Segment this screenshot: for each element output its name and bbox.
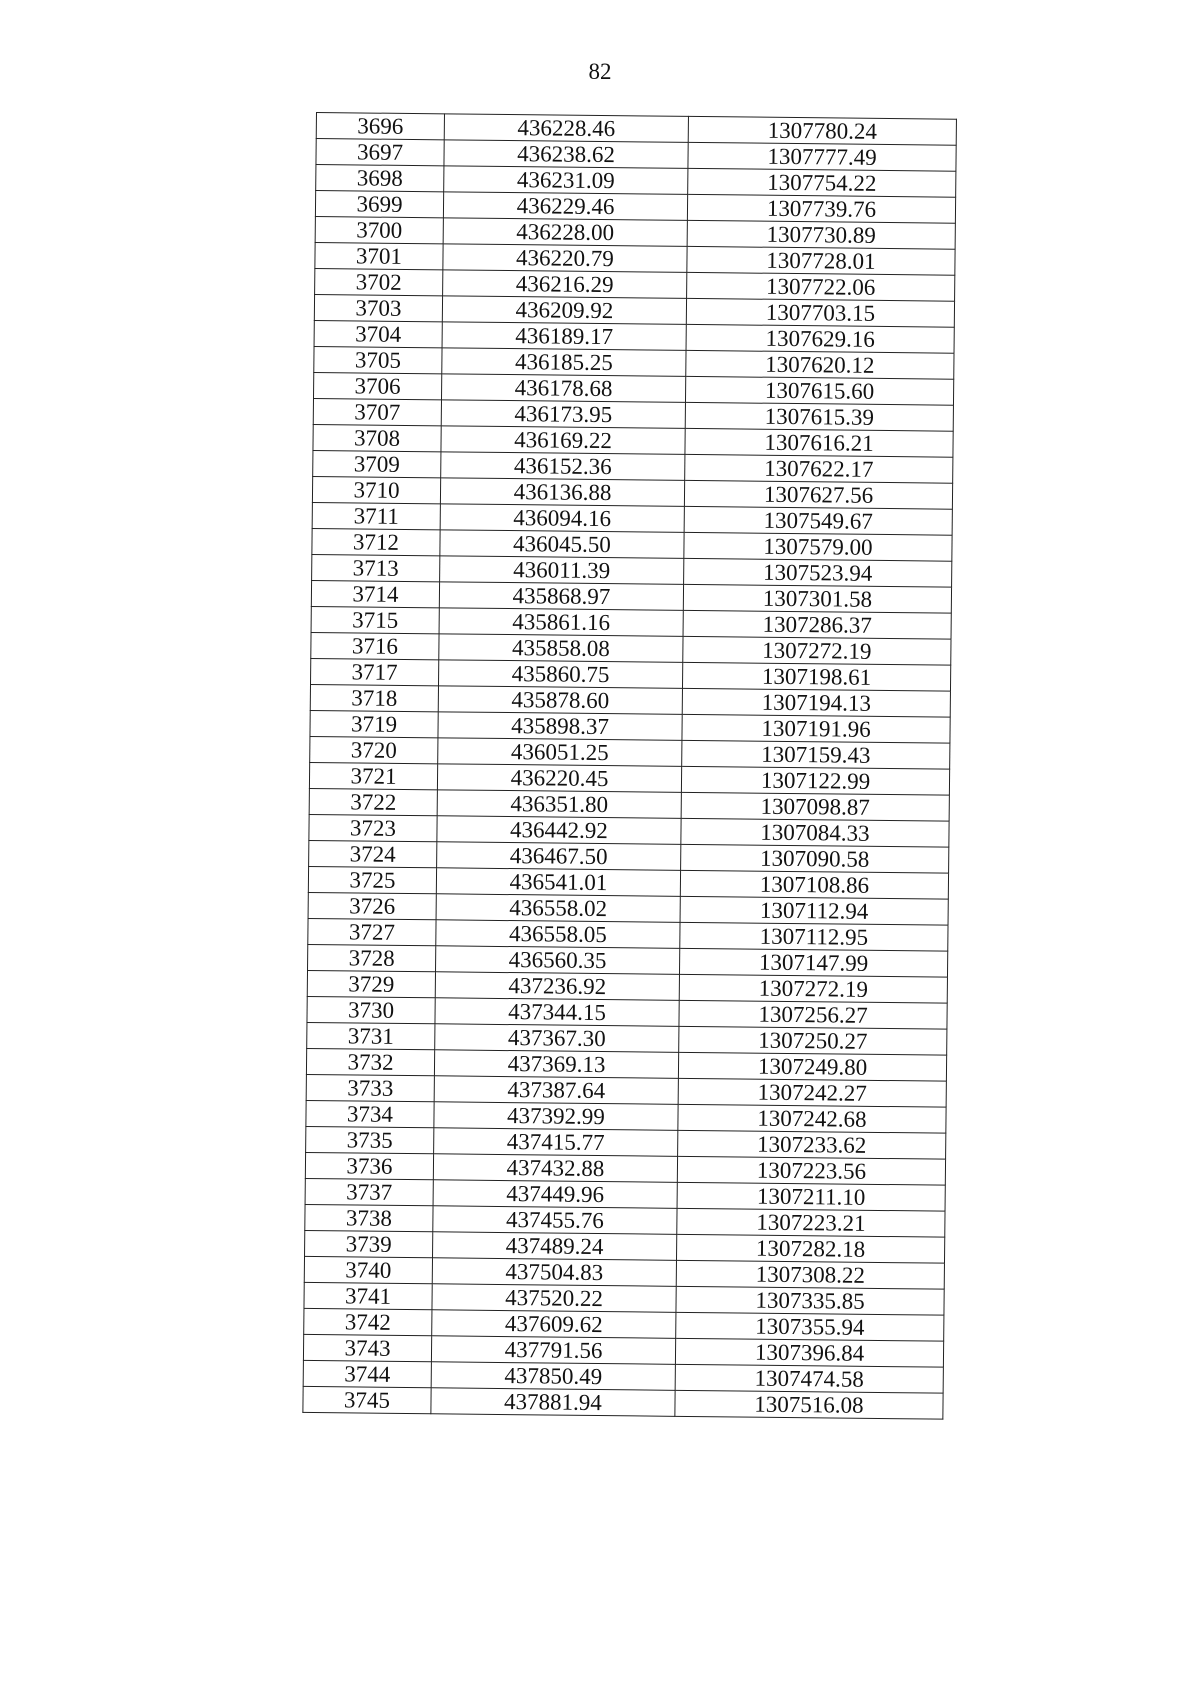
- point-number-cell: 3700: [315, 216, 443, 243]
- x-coordinate-cell: 437609.62: [432, 1310, 676, 1339]
- point-number-cell: 3740: [304, 1256, 432, 1283]
- point-number-cell: 3718: [310, 684, 438, 711]
- x-coordinate-cell: 436185.25: [442, 348, 686, 377]
- x-coordinate-cell: 435860.75: [438, 660, 682, 689]
- x-coordinate-cell: 437455.76: [433, 1206, 677, 1235]
- x-coordinate-cell: 436094.16: [440, 504, 684, 533]
- point-number-cell: 3701: [315, 242, 443, 269]
- point-number-cell: 3741: [304, 1282, 432, 1309]
- x-coordinate-cell: 436136.88: [440, 478, 684, 507]
- point-number-cell: 3716: [311, 632, 439, 659]
- point-number-cell: 3734: [306, 1100, 434, 1127]
- y-coordinate-cell: 1307211.10: [677, 1182, 945, 1211]
- point-number-cell: 3738: [305, 1204, 433, 1231]
- point-number-cell: 3728: [308, 944, 436, 971]
- y-coordinate-cell: 1307615.39: [685, 402, 953, 431]
- point-number-cell: 3714: [311, 580, 439, 607]
- point-number-cell: 3717: [311, 658, 439, 685]
- y-coordinate-cell: 1307722.06: [687, 272, 955, 301]
- y-coordinate-cell: 1307112.95: [680, 922, 948, 951]
- y-coordinate-cell: 1307777.49: [688, 142, 956, 171]
- y-coordinate-cell: 1307191.96: [682, 714, 950, 743]
- y-coordinate-cell: 1307474.58: [675, 1364, 943, 1393]
- y-coordinate-cell: 1307622.17: [685, 454, 953, 483]
- y-coordinate-cell: 1307549.67: [684, 506, 952, 535]
- x-coordinate-cell: 437415.77: [434, 1128, 678, 1157]
- point-number-cell: 3702: [315, 268, 443, 295]
- x-coordinate-cell: 436209.92: [442, 296, 686, 325]
- point-number-cell: 3743: [303, 1334, 431, 1361]
- y-coordinate-cell: 1307703.15: [686, 298, 954, 327]
- point-number-cell: 3720: [310, 736, 438, 763]
- point-number-cell: 3733: [306, 1074, 434, 1101]
- x-coordinate-cell: 437432.88: [433, 1154, 677, 1183]
- y-coordinate-cell: 1307629.16: [686, 324, 954, 353]
- point-number-cell: 3712: [312, 528, 440, 555]
- point-number-cell: 3699: [315, 191, 443, 218]
- y-coordinate-cell: 1307523.94: [684, 558, 952, 587]
- x-coordinate-cell: 436541.01: [436, 868, 680, 897]
- point-number-cell: 3726: [308, 892, 436, 919]
- x-coordinate-cell: 436045.50: [440, 530, 684, 559]
- point-number-cell: 3708: [313, 424, 441, 451]
- point-number-cell: 3719: [310, 710, 438, 737]
- y-coordinate-cell: 1307396.84: [675, 1338, 943, 1367]
- y-coordinate-cell: 1307308.22: [676, 1260, 944, 1289]
- x-coordinate-cell: 436220.79: [443, 244, 687, 273]
- x-coordinate-cell: 437520.22: [432, 1284, 676, 1313]
- point-number-cell: 3709: [313, 450, 441, 477]
- x-coordinate-cell: 436173.95: [441, 400, 685, 429]
- y-coordinate-cell: 1307301.58: [683, 584, 951, 613]
- x-coordinate-cell: 437387.64: [434, 1076, 678, 1105]
- y-coordinate-cell: 1307242.68: [678, 1104, 946, 1133]
- point-number-cell: 3721: [309, 762, 437, 789]
- point-number-cell: 3725: [308, 866, 436, 893]
- y-coordinate-cell: 1307147.99: [679, 948, 947, 977]
- y-coordinate-cell: 1307282.18: [676, 1234, 944, 1263]
- x-coordinate-cell: 437489.24: [433, 1232, 677, 1261]
- x-coordinate-cell: 436228.46: [444, 114, 688, 143]
- y-coordinate-cell: 1307084.33: [681, 818, 949, 847]
- point-number-cell: 3739: [305, 1230, 433, 1257]
- point-number-cell: 3745: [303, 1386, 431, 1413]
- y-coordinate-cell: 1307198.61: [682, 662, 950, 691]
- x-coordinate-cell: 436189.17: [442, 322, 686, 351]
- x-coordinate-cell: 436442.92: [437, 816, 681, 845]
- point-number-cell: 3732: [306, 1048, 434, 1075]
- x-coordinate-cell: 437367.30: [435, 1024, 679, 1053]
- x-coordinate-cell: 435868.97: [439, 582, 683, 611]
- y-coordinate-cell: 1307223.56: [677, 1156, 945, 1185]
- x-coordinate-cell: 436351.80: [437, 790, 681, 819]
- x-coordinate-cell: 437369.13: [434, 1050, 678, 1079]
- point-number-cell: 3715: [311, 606, 439, 633]
- x-coordinate-cell: 436169.22: [441, 426, 685, 455]
- point-number-cell: 3727: [308, 918, 436, 945]
- point-number-cell: 3724: [309, 840, 437, 867]
- x-coordinate-cell: 436011.39: [440, 556, 684, 585]
- y-coordinate-cell: 1307780.24: [688, 116, 956, 145]
- y-coordinate-cell: 1307223.21: [677, 1208, 945, 1237]
- y-coordinate-cell: 1307627.56: [684, 480, 952, 509]
- y-coordinate-cell: 1307233.62: [678, 1130, 946, 1159]
- y-coordinate-cell: 1307112.94: [680, 896, 948, 925]
- y-coordinate-cell: 1307730.89: [687, 220, 955, 249]
- point-number-cell: 3697: [316, 139, 444, 166]
- x-coordinate-cell: 436178.68: [441, 374, 685, 403]
- point-number-cell: 3731: [307, 1022, 435, 1049]
- y-coordinate-cell: 1307194.13: [682, 688, 950, 717]
- y-coordinate-cell: 1307615.60: [685, 376, 953, 405]
- point-number-cell: 3742: [304, 1308, 432, 1335]
- point-number-cell: 3707: [313, 398, 441, 425]
- point-number-cell: 3744: [303, 1360, 431, 1387]
- y-coordinate-cell: 1307256.27: [679, 1000, 947, 1029]
- page-number: 82: [588, 59, 612, 84]
- y-coordinate-cell: 1307242.27: [678, 1078, 946, 1107]
- y-coordinate-cell: 1307250.27: [679, 1026, 947, 1055]
- x-coordinate-cell: 436231.09: [444, 166, 688, 195]
- point-number-cell: 3737: [305, 1178, 433, 1205]
- point-number-cell: 3736: [305, 1152, 433, 1179]
- point-number-cell: 3698: [316, 165, 444, 192]
- y-coordinate-cell: 1307355.94: [676, 1312, 944, 1341]
- point-number-cell: 3704: [314, 320, 442, 347]
- x-coordinate-cell: 435861.16: [439, 608, 683, 637]
- y-coordinate-cell: 1307249.80: [678, 1052, 946, 1081]
- x-coordinate-cell: 436238.62: [444, 140, 688, 169]
- x-coordinate-cell: 437850.49: [431, 1362, 675, 1391]
- x-coordinate-cell: 436228.00: [443, 218, 687, 247]
- x-coordinate-cell: 437236.92: [435, 972, 679, 1001]
- x-coordinate-cell: 437344.15: [435, 998, 679, 1027]
- point-number-cell: 3729: [307, 970, 435, 997]
- x-coordinate-cell: 436560.35: [436, 946, 680, 975]
- x-coordinate-cell: 437881.94: [431, 1388, 675, 1417]
- y-coordinate-cell: 1307286.37: [683, 610, 951, 639]
- x-coordinate-cell: 437392.99: [434, 1102, 678, 1131]
- y-coordinate-cell: 1307516.08: [675, 1390, 943, 1419]
- y-coordinate-cell: 1307620.12: [686, 350, 954, 379]
- x-coordinate-cell: 435898.37: [438, 712, 682, 741]
- y-coordinate-cell: 1307098.87: [681, 792, 949, 821]
- coordinates-table-body: [303, 113, 957, 1420]
- point-number-cell: 3710: [312, 476, 440, 503]
- x-coordinate-cell: 436051.25: [438, 738, 682, 767]
- x-coordinate-cell: 436152.36: [441, 452, 685, 481]
- point-number-cell: 3703: [314, 294, 442, 321]
- y-coordinate-cell: 1307579.00: [684, 532, 952, 561]
- x-coordinate-cell: 436558.02: [436, 894, 680, 923]
- y-coordinate-cell: 1307728.01: [687, 246, 955, 275]
- y-coordinate-cell: 1307272.19: [683, 636, 951, 665]
- coordinates-table: [302, 112, 957, 1420]
- point-number-cell: 3735: [306, 1126, 434, 1153]
- x-coordinate-cell: 436220.45: [437, 764, 681, 793]
- point-number-cell: 3730: [307, 996, 435, 1023]
- y-coordinate-cell: 1307739.76: [687, 194, 955, 223]
- x-coordinate-cell: 436216.29: [443, 270, 687, 299]
- point-number-cell: 3713: [312, 554, 440, 581]
- y-coordinate-cell: 1307754.22: [688, 168, 956, 197]
- point-number-cell: 3711: [312, 502, 440, 529]
- y-coordinate-cell: 1307335.85: [676, 1286, 944, 1315]
- x-coordinate-cell: 435858.08: [439, 634, 683, 663]
- point-number-cell: 3722: [309, 788, 437, 815]
- point-number-cell: 3705: [314, 346, 442, 373]
- point-number-cell: 3696: [316, 113, 444, 140]
- y-coordinate-cell: 1307090.58: [681, 844, 949, 873]
- y-coordinate-cell: 1307108.86: [680, 870, 948, 899]
- x-coordinate-cell: 437504.83: [432, 1258, 676, 1287]
- point-number-cell: 3723: [309, 814, 437, 841]
- y-coordinate-cell: 1307159.43: [682, 740, 950, 769]
- x-coordinate-cell: 436467.50: [437, 842, 681, 871]
- x-coordinate-cell: 435878.60: [438, 686, 682, 715]
- point-number-cell: 3706: [313, 372, 441, 399]
- y-coordinate-cell: 1307272.19: [679, 974, 947, 1003]
- x-coordinate-cell: 437791.56: [431, 1336, 675, 1365]
- x-coordinate-cell: 436558.05: [436, 920, 680, 949]
- x-coordinate-cell: 436229.46: [443, 192, 687, 221]
- y-coordinate-cell: 1307616.21: [685, 428, 953, 457]
- x-coordinate-cell: 437449.96: [433, 1180, 677, 1209]
- y-coordinate-cell: 1307122.99: [681, 766, 949, 795]
